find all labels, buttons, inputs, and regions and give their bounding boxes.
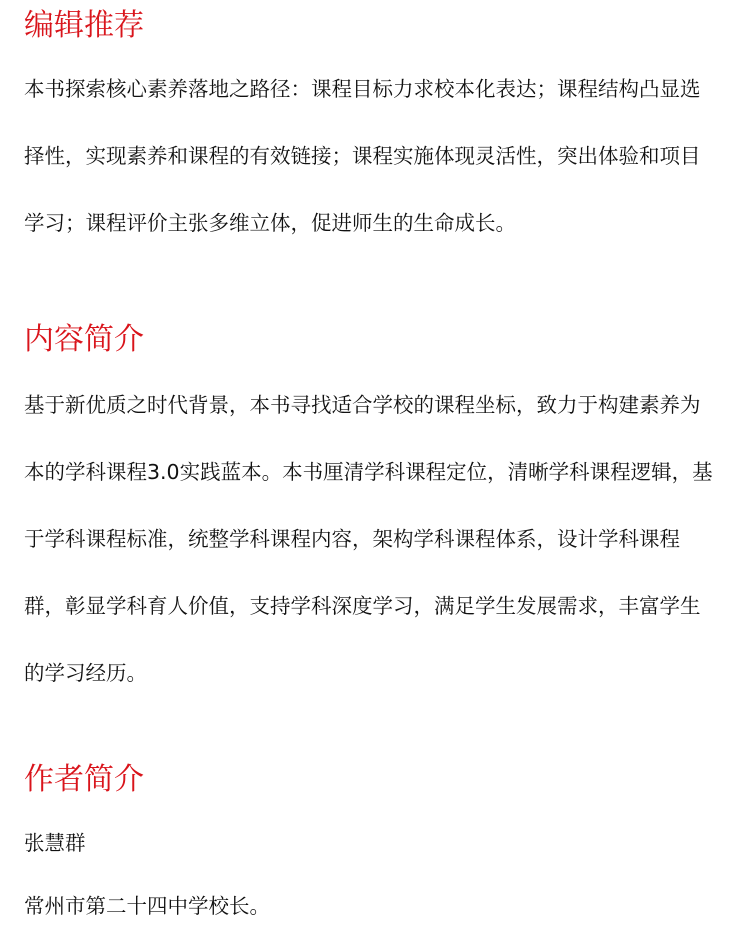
- content-summary-heading: 内容简介: [24, 322, 144, 357]
- content-summary-text: 基于新优质之时代背景，本书寻找适合学校的课程坐标，致力于构建素养为本的学科课程3.0实践蓝本。本书厘清学科课程定位，清晰学科课程逻辑，基于学科课程标准，统整学科课程内容，架构学科课程体系，设计学科课程群，彰显学科育人价值，支持学科深度学习，满足学生发展需求，丰富学生的学习经历。: [24, 393, 713, 685]
- author-name: 张慧群: [24, 831, 86, 855]
- editor-recommendation-heading: 编辑推荐: [24, 8, 144, 43]
- author-bio: 常州市第二十四中学校长。: [24, 894, 270, 918]
- author-intro-heading: 作者简介: [24, 762, 144, 797]
- editor-recommendation-text: 本书探索核心素养落地之路径：课程目标力求校本化表达；课程结构凸显选择性，实现素养和课程的有效链接；课程实施体现灵活性，突出体验和项目学习；课程评价主张多维立体，促进师生的生命成长。: [24, 77, 701, 235]
